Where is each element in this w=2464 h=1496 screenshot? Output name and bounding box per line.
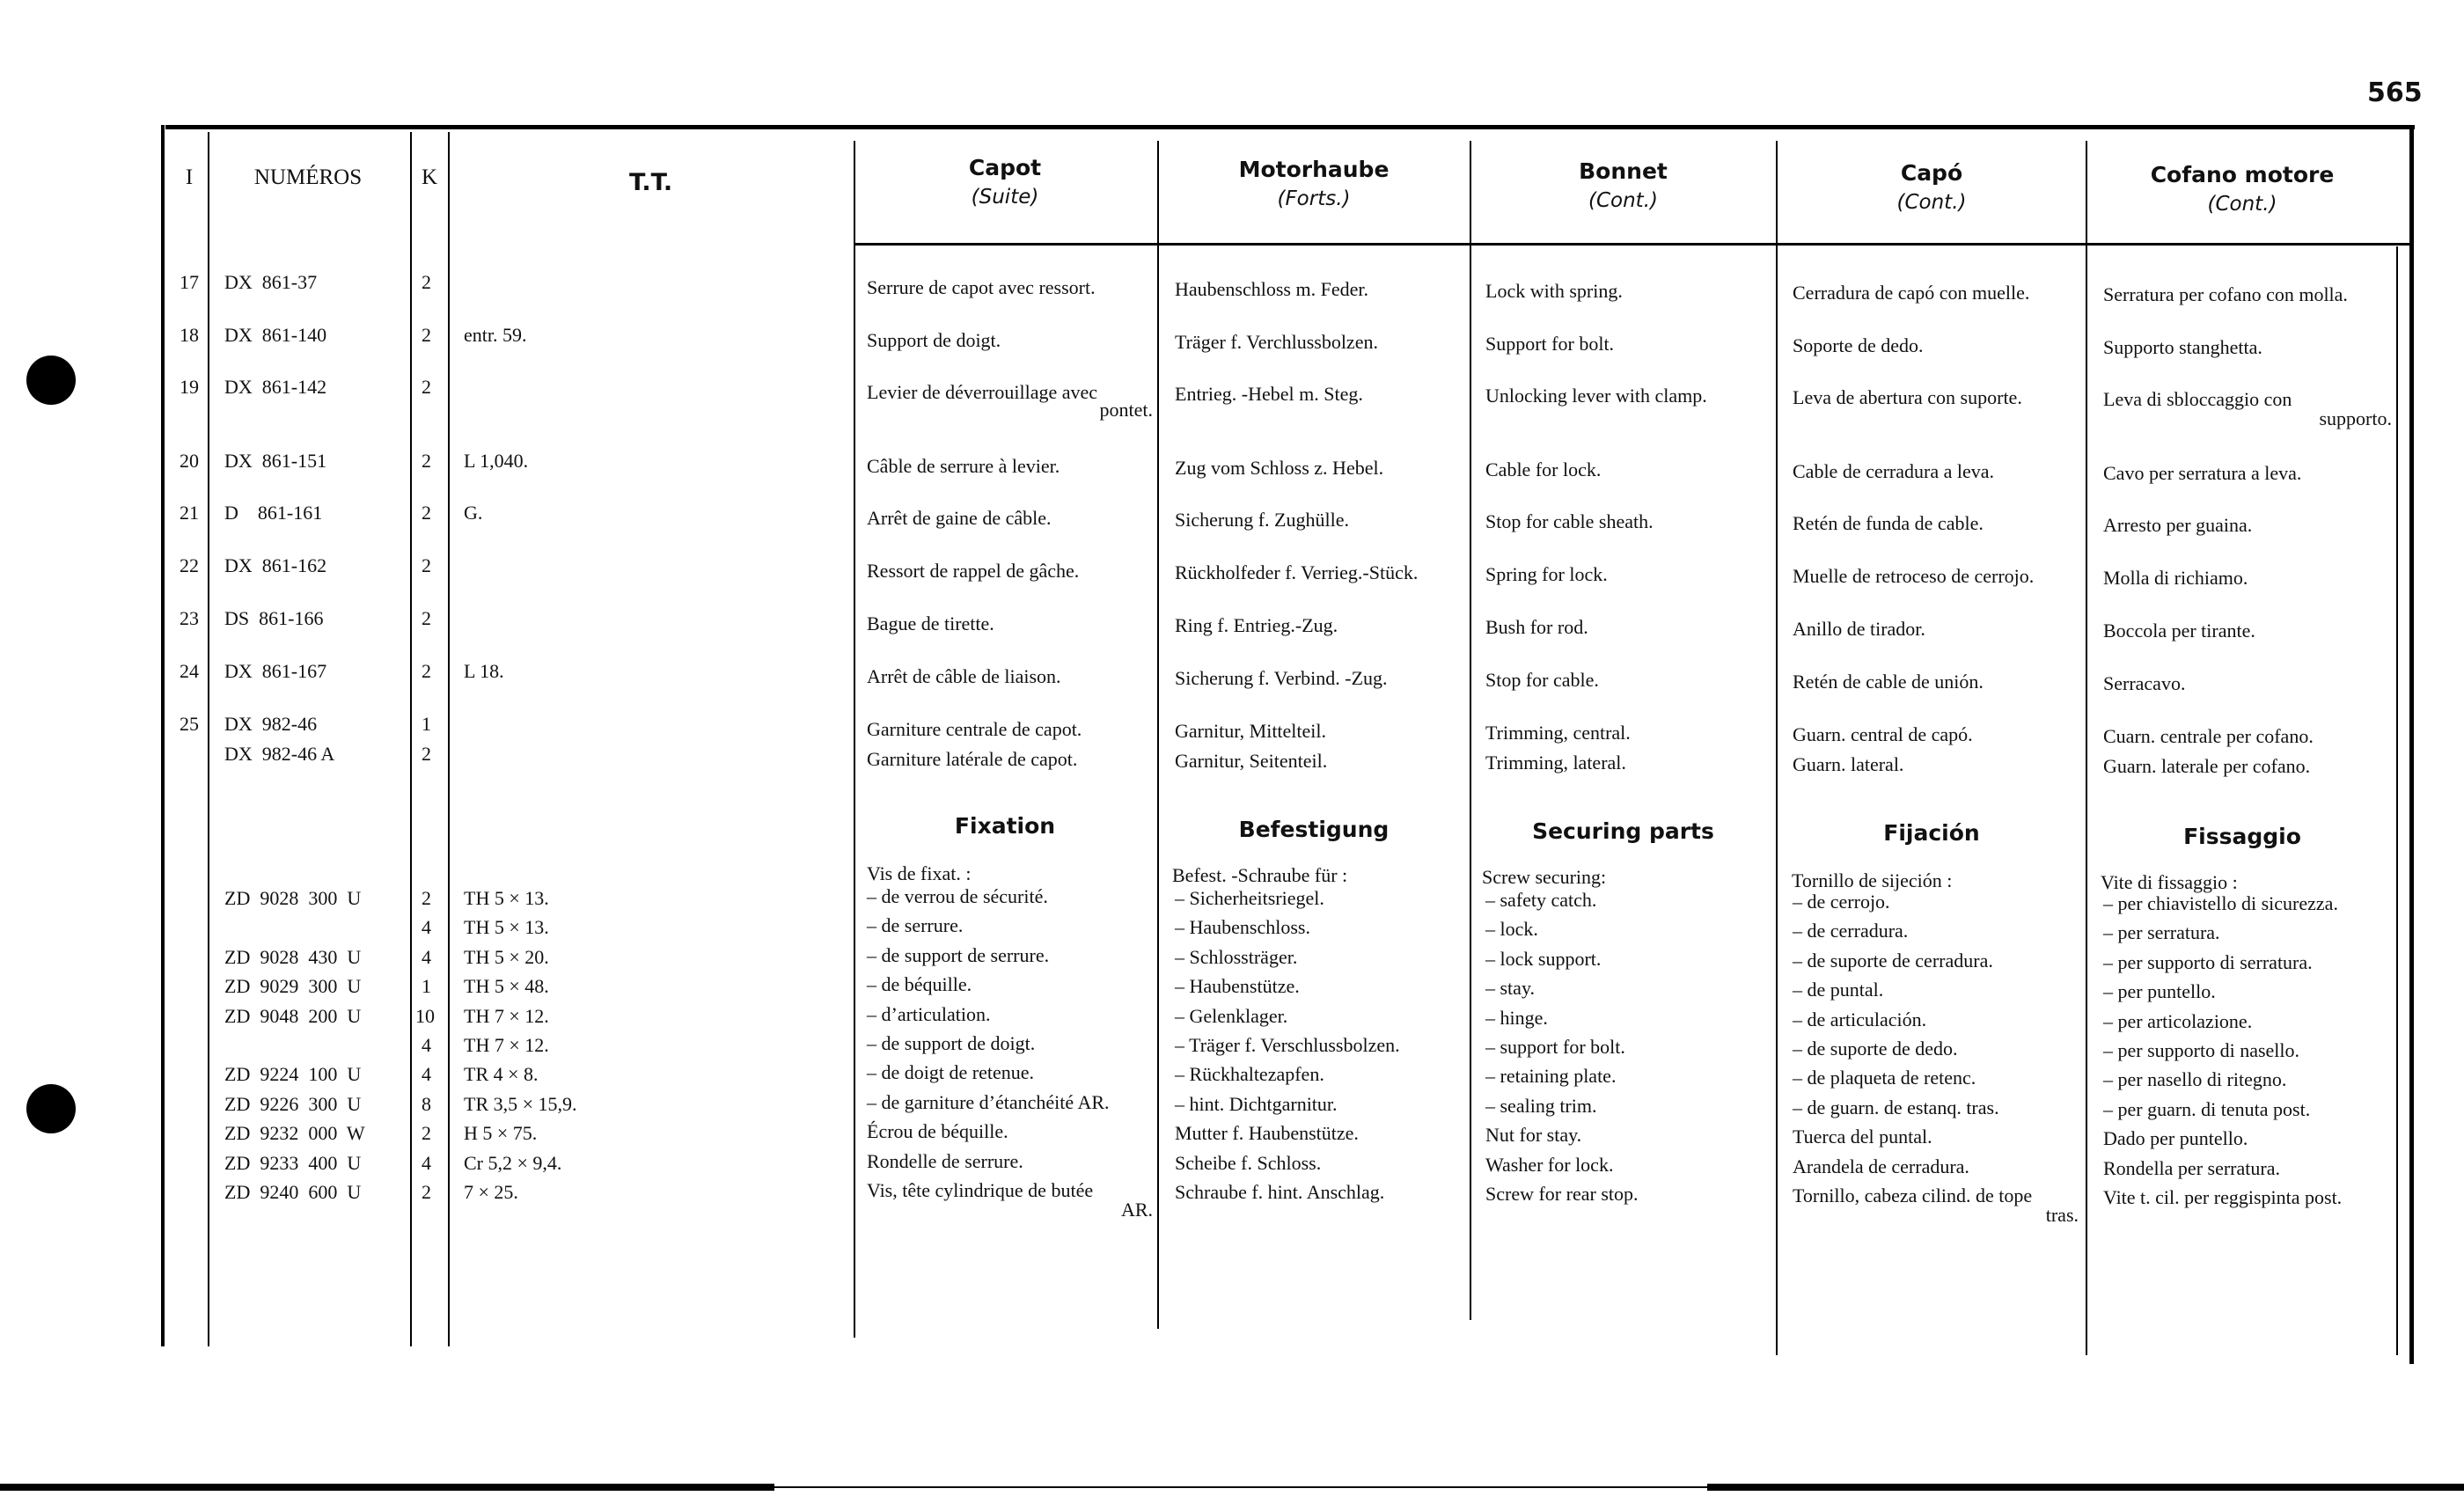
fix-desc-es: – de articulación. xyxy=(1793,1008,1927,1030)
fix-desc-fr: Rondelle de serrure. xyxy=(867,1149,1023,1172)
quantity: 8 xyxy=(422,1092,431,1115)
desc-fr: Ressort de rappel de gâche. xyxy=(867,560,1080,582)
column-divider xyxy=(1470,141,1471,1320)
fix-desc-de: – Haubenstütze. xyxy=(1175,975,1300,998)
page-number: 565 xyxy=(2367,77,2423,108)
fix-desc-en: – hinge. xyxy=(1485,1006,1548,1029)
technical-ref: TH 5 × 13. xyxy=(464,916,549,939)
desc-de: Zug vom Schloss z. Hebel. xyxy=(1175,457,1384,479)
row-index: 18 xyxy=(180,324,199,346)
row-index: 23 xyxy=(180,607,199,629)
technical-ref: L 18. xyxy=(464,660,504,682)
column-divider xyxy=(448,132,450,1346)
fix-intro-de: Befest. -Schraube für : xyxy=(1172,864,1348,886)
fix-desc-en: – sealing trim. xyxy=(1485,1094,1597,1117)
column-divider xyxy=(208,132,209,1346)
desc-fr: Serrure de capot avec ressort. xyxy=(867,276,1096,298)
part-number: ZD 9029 300 U xyxy=(224,975,362,998)
fix-desc-es: – de cerrojo. xyxy=(1793,891,1890,913)
fix-desc-fr: Écrou de béquille. xyxy=(867,1120,1008,1143)
section-de: Befestigung xyxy=(1238,817,1390,842)
desc-en: Lock with spring. xyxy=(1485,280,1623,302)
fix-desc-it: – per chiavistello di sicurezza. xyxy=(2103,892,2338,914)
desc-es: Leva de abertura con suporte. xyxy=(1793,386,2022,408)
fix-desc-it: – per guarn. di tenuta post. xyxy=(2103,1097,2311,1120)
fix-desc-es: – de guarn. de estanq. tras. xyxy=(1793,1096,1999,1118)
fix-desc-fr: – de verrou de sécurité. xyxy=(867,885,1048,907)
technical-ref: entr. 59. xyxy=(464,324,527,346)
header-k: K xyxy=(421,165,438,189)
desc-en: Trimming, lateral. xyxy=(1485,752,1626,774)
technical-ref: TR 4 × 8. xyxy=(464,1063,539,1086)
fix-desc-de: – Sicherheitsriegel. xyxy=(1175,887,1324,909)
part-number: DX 861-37 xyxy=(224,271,318,293)
section-it: Fissaggio xyxy=(2183,824,2301,849)
fix-desc-en: – support for bolt. xyxy=(1485,1036,1625,1058)
desc-it: Serracavo. xyxy=(2103,672,2186,694)
fix-desc-it: Rondella per serratura. xyxy=(2103,1156,2280,1179)
fix-desc-fr: – de béquille. xyxy=(867,973,972,996)
fix-intro-en: Screw securing: xyxy=(1482,866,1607,888)
desc-it: Molla di richiamo. xyxy=(2103,567,2248,589)
header-english xyxy=(1471,158,1775,212)
fix-desc-it: Vite t. cil. per reggispinta post. xyxy=(2103,1186,2343,1208)
table-right-border xyxy=(2409,125,2414,1364)
fix-desc-en: Screw for rear stop. xyxy=(1485,1183,1639,1205)
column-divider xyxy=(2396,246,2398,1355)
desc-es: Cable de cerradura a leva. xyxy=(1793,460,1995,482)
technical-ref: Cr 5,2 × 9,4. xyxy=(464,1151,562,1174)
part-number: DX 861-142 xyxy=(224,376,327,398)
page-bottom-rule-left xyxy=(0,1484,774,1491)
quantity: 1 xyxy=(422,713,431,735)
row-index: 20 xyxy=(180,450,199,472)
fix-desc-es: – de cerradura. xyxy=(1793,920,1909,942)
quantity: 2 xyxy=(422,502,431,524)
desc-de: Garnitur, Mittelteil. xyxy=(1175,720,1327,742)
fix-desc-es: – de plaqueta de retenc. xyxy=(1793,1067,1976,1089)
section-fr: Fixation xyxy=(954,813,1056,839)
row-index: 24 xyxy=(180,660,199,682)
part-number: DS 861-166 xyxy=(224,607,324,629)
fix-desc-en: – lock support. xyxy=(1485,947,1602,970)
fix-desc-de: Mutter f. Haubenstütze. xyxy=(1175,1122,1359,1145)
technical-ref: TR 3,5 × 15,9. xyxy=(464,1092,577,1115)
desc-it: Arresto per guaina. xyxy=(2103,514,2253,536)
fix-desc-it: – per puntello. xyxy=(2103,980,2216,1003)
desc-de: Entrieg. -Hebel m. Steg. xyxy=(1175,383,1363,405)
fix-desc-de: – Schlossträger. xyxy=(1175,945,1298,968)
section-es: Fijación xyxy=(1883,820,1980,846)
quantity: 2 xyxy=(422,1181,431,1203)
part-number: ZD 9226 300 U xyxy=(224,1092,362,1115)
fix-intro-es: Tornillo de sijeción : xyxy=(1792,869,1953,891)
technical-ref: TH 7 × 12. xyxy=(464,1004,549,1027)
desc-fr: Arrêt de câble de liaison. xyxy=(867,665,1061,687)
header-numeros: NUMÉROS xyxy=(253,165,363,189)
desc-it: Serratura per cofano con molla. xyxy=(2103,283,2348,305)
section-en: Securing parts xyxy=(1532,818,1714,844)
row-index: 17 xyxy=(180,271,199,293)
technical-ref: TH 5 × 13. xyxy=(464,887,549,909)
desc-es: Retén de cable de unión. xyxy=(1793,671,1984,693)
header-italian xyxy=(2087,162,2397,216)
desc-es: Cerradura de capó con muelle. xyxy=(1793,282,2030,304)
fix-desc-es: Tuerca del puntal. xyxy=(1793,1126,1932,1148)
fix-desc-it: – per serratura. xyxy=(2103,921,2220,944)
column-divider xyxy=(854,141,855,1338)
header-english-sub: (Cont.) xyxy=(1588,189,1658,212)
fix-desc-es-cont: tras. xyxy=(2045,1204,2079,1226)
desc-it: Leva di sbloccaggio con xyxy=(2103,388,2292,410)
header-spanish-title: Capó xyxy=(1900,160,1963,186)
desc-es: Soporte de dedo. xyxy=(1793,334,1924,356)
quantity: 2 xyxy=(422,450,431,472)
header-french-sub: (Suite) xyxy=(971,186,1039,209)
row-index: 21 xyxy=(180,502,199,524)
fix-desc-fr: – de serrure. xyxy=(867,914,964,937)
header-italian-sub: (Cont.) xyxy=(2207,193,2277,216)
header-tt: T.T. xyxy=(629,169,673,196)
quantity: 2 xyxy=(422,554,431,576)
header-german xyxy=(1159,157,1469,210)
part-number: ZD 9232 000 W xyxy=(224,1122,365,1145)
binder-hole-top xyxy=(26,356,76,405)
fix-desc-es: – de suporte de dedo. xyxy=(1793,1038,1958,1060)
quantity: 1 xyxy=(422,975,431,998)
fix-desc-fr-cont: AR. xyxy=(1120,1199,1153,1221)
desc-fr-cont: pontet. xyxy=(1099,399,1153,421)
desc-es: Anillo de tirador. xyxy=(1793,618,1925,640)
header-english-title: Bonnet xyxy=(1579,158,1668,184)
fix-desc-it: – per supporto di nasello. xyxy=(2103,1039,2300,1061)
header-spanish-sub: (Cont.) xyxy=(1896,191,1967,214)
desc-fr: Garniture latérale de capot. xyxy=(867,748,1078,770)
header-spanish xyxy=(1778,160,2086,214)
fix-desc-es: – de puntal. xyxy=(1793,979,1884,1001)
desc-it: Guarn. laterale per cofano. xyxy=(2103,755,2311,777)
quantity: 4 xyxy=(422,1151,431,1174)
desc-en: Spring for lock. xyxy=(1485,563,1608,585)
binder-hole-bottom xyxy=(26,1084,76,1133)
part-number: ZD 9048 200 U xyxy=(224,1004,362,1027)
row-index: 19 xyxy=(180,376,199,398)
fix-desc-de: Scheibe f. Schloss. xyxy=(1175,1151,1322,1174)
part-number: DX 982-46 xyxy=(224,713,318,735)
desc-it: Cavo per serratura a leva. xyxy=(2103,462,2302,484)
fix-desc-en: Washer for lock. xyxy=(1485,1153,1614,1176)
desc-en: Stop for cable sheath. xyxy=(1485,510,1654,532)
fix-desc-es: Arandela de cerradura. xyxy=(1793,1155,1969,1177)
desc-it: Boccola per tirante. xyxy=(2103,620,2255,642)
fix-desc-en: – lock. xyxy=(1485,918,1538,941)
fix-desc-de: – Träger f. Verschlussbolzen. xyxy=(1175,1034,1400,1056)
header-italian-title: Cofano motore xyxy=(2150,162,2335,187)
quantity: 2 xyxy=(422,743,431,765)
fix-desc-de: – Haubenschloss. xyxy=(1175,916,1310,939)
desc-de: Sicherung f. Verbind. -Zug. xyxy=(1175,667,1388,689)
fix-intro-it: Vite di fissaggio : xyxy=(2101,871,2238,893)
desc-de: Träger f. Verchlussbolzen. xyxy=(1175,331,1378,353)
desc-fr: Câble de serrure à levier. xyxy=(867,455,1060,477)
fix-desc-en: – retaining plate. xyxy=(1485,1065,1617,1088)
fix-desc-it: – per articolazione. xyxy=(2103,1009,2253,1032)
quantity: 2 xyxy=(422,607,431,629)
fix-desc-de: – Rückhaltezapfen. xyxy=(1175,1063,1324,1086)
desc-de: Garnitur, Seitenteil. xyxy=(1175,750,1328,772)
fix-desc-de: – hint. Dichtgarnitur. xyxy=(1175,1092,1338,1115)
header-french-title: Capot xyxy=(968,155,1042,180)
quantity: 4 xyxy=(422,916,431,939)
row-index: 22 xyxy=(180,554,199,576)
desc-es: Guarn. central de capó. xyxy=(1793,723,1973,745)
fix-desc-de: Schraube f. hint. Anschlag. xyxy=(1175,1181,1385,1203)
desc-en: Stop for cable. xyxy=(1485,669,1599,691)
fix-intro-fr: Vis de fixat. : xyxy=(867,862,972,884)
part-number: DX 861-140 xyxy=(224,324,327,346)
part-number: DX 982-46 A xyxy=(224,743,335,765)
quantity: 2 xyxy=(422,324,431,346)
fix-desc-fr: – de doigt de retenue. xyxy=(867,1061,1034,1084)
desc-es: Guarn. lateral. xyxy=(1793,753,1904,775)
fix-desc-fr: – de garniture d’étanchéité AR. xyxy=(867,1090,1110,1113)
desc-it: Cuarn. centrale per cofano. xyxy=(2103,725,2314,747)
page-bottom-rule-mid xyxy=(774,1486,1707,1488)
quantity: 2 xyxy=(422,271,431,293)
desc-de: Haubenschloss m. Feder. xyxy=(1175,278,1368,300)
part-number: DX 861-167 xyxy=(224,660,327,682)
fix-desc-en: Nut for stay. xyxy=(1485,1124,1582,1147)
column-divider xyxy=(2086,141,2087,1355)
desc-de: Ring f. Entrieg.-Zug. xyxy=(1175,614,1338,636)
fix-desc-en: – stay. xyxy=(1485,977,1536,1000)
part-number: D 861-161 xyxy=(224,502,323,524)
part-number: ZD 9028 430 U xyxy=(224,945,362,968)
fix-desc-fr: – d’articulation. xyxy=(867,1002,991,1025)
quantity: 2 xyxy=(422,660,431,682)
fix-desc-it: – per nasello di ritegno. xyxy=(2103,1068,2287,1091)
desc-en: Trimming, central. xyxy=(1485,722,1631,744)
header-index: I xyxy=(185,165,194,189)
desc-es: Muelle de retroceso de cerrojo. xyxy=(1793,565,2035,587)
technical-ref: TH 7 × 12. xyxy=(464,1034,549,1056)
fix-desc-es: Tornillo, cabeza cilind. de tope xyxy=(1793,1184,2033,1206)
quantity: 2 xyxy=(422,1122,431,1145)
table-top-border xyxy=(165,125,2415,129)
quantity: 2 xyxy=(422,376,431,398)
desc-fr: Levier de déverrouillage avec xyxy=(867,381,1098,403)
technical-ref: TH 5 × 20. xyxy=(464,945,549,968)
technical-ref: 7 × 25. xyxy=(464,1181,518,1203)
part-number: DX 861-162 xyxy=(224,554,327,576)
desc-en: Bush for rod. xyxy=(1485,616,1588,638)
column-divider xyxy=(1776,141,1778,1355)
quantity: 10 xyxy=(415,1004,435,1027)
fix-desc-es: – de suporte de cerradura. xyxy=(1793,949,1993,972)
header-german-title: Motorhaube xyxy=(1238,157,1390,182)
fix-desc-fr: – de support de serrure. xyxy=(867,943,1050,966)
part-number: ZD 9028 300 U xyxy=(224,887,362,909)
desc-en: Cable for lock. xyxy=(1485,458,1602,480)
desc-es: Retén de funda de cable. xyxy=(1793,512,1984,534)
desc-fr: Arrêt de gaine de câble. xyxy=(867,507,1052,529)
desc-de: Sicherung f. Zughülle. xyxy=(1175,509,1349,531)
technical-ref: L 1,040. xyxy=(464,450,529,472)
desc-en: Support for bolt. xyxy=(1485,333,1615,355)
header-german-sub: (Forts.) xyxy=(1277,187,1351,210)
fix-desc-en: – safety catch. xyxy=(1485,889,1597,911)
quantity: 4 xyxy=(422,1063,431,1086)
part-number: ZD 9224 100 U xyxy=(224,1063,362,1086)
desc-en: Unlocking lever with clamp. xyxy=(1485,385,1707,407)
row-index: 25 xyxy=(180,713,199,735)
desc-it-cont: supporto. xyxy=(2319,407,2392,429)
fix-desc-it: Dado per puntello. xyxy=(2103,1127,2248,1150)
header-french xyxy=(855,155,1155,209)
fix-desc-fr: – de support de doigt. xyxy=(867,1032,1036,1054)
quantity: 4 xyxy=(422,1034,431,1056)
header-bottom-rule xyxy=(854,243,2409,246)
desc-de: Rückholfeder f. Verrieg.-Stück. xyxy=(1175,561,1419,583)
desc-fr: Garniture centrale de capot. xyxy=(867,718,1082,740)
technical-ref: G. xyxy=(464,502,483,524)
fix-desc-it: – per supporto di serratura. xyxy=(2103,950,2313,973)
technical-ref: H 5 × 75. xyxy=(464,1122,538,1145)
part-number: ZD 9240 600 U xyxy=(224,1181,362,1203)
column-divider xyxy=(161,125,165,1346)
column-divider xyxy=(410,132,412,1346)
part-number: DX 861-151 xyxy=(224,450,327,472)
page-bottom-rule-right xyxy=(1707,1484,2464,1491)
fix-desc-fr: Vis, tête cylindrique de butée xyxy=(867,1179,1094,1201)
desc-it: Supporto stanghetta. xyxy=(2103,336,2262,358)
desc-fr: Bague de tirette. xyxy=(867,612,994,634)
technical-ref: TH 5 × 48. xyxy=(464,975,549,998)
fix-desc-de: – Gelenklager. xyxy=(1175,1004,1288,1027)
quantity: 4 xyxy=(422,945,431,968)
quantity: 2 xyxy=(422,887,431,909)
part-number: ZD 9233 400 U xyxy=(224,1151,362,1174)
column-divider xyxy=(1157,141,1159,1329)
desc-fr: Support de doigt. xyxy=(867,329,1001,351)
